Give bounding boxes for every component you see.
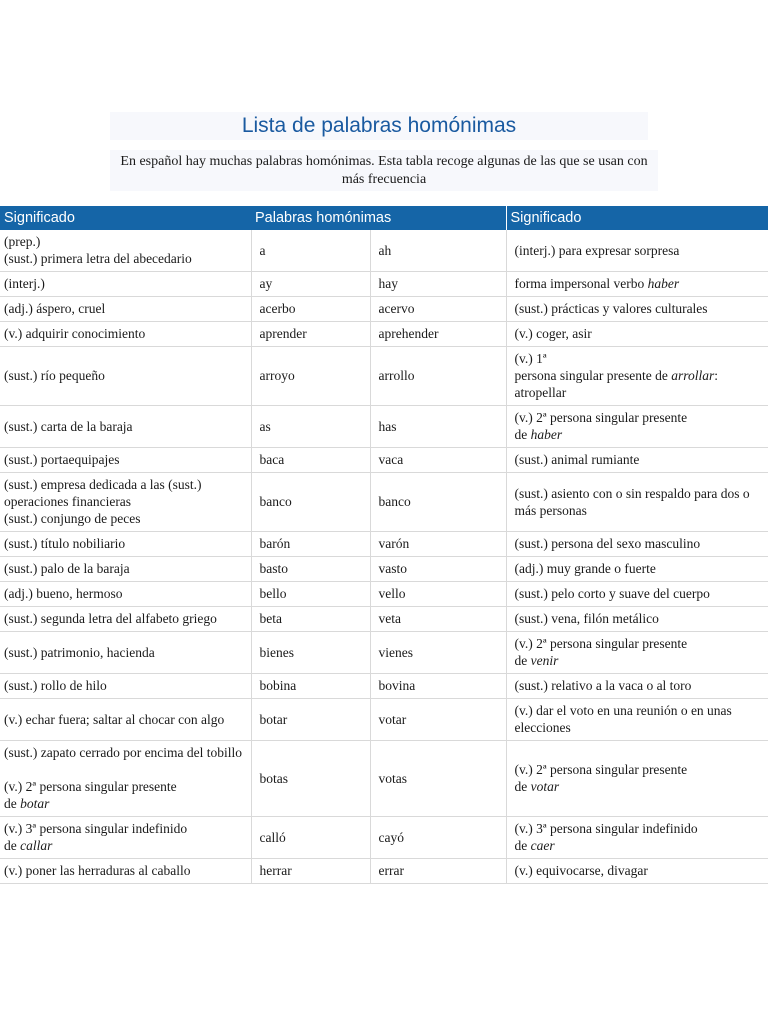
text-segment: persona singular presente de: [514, 368, 672, 383]
table-row: [0, 859, 768, 884]
table-row: [0, 817, 768, 859]
homonym-word-2: varón: [370, 532, 506, 557]
text-segment: de: [514, 427, 531, 442]
homonym-word-1: barón: [251, 532, 370, 557]
meaning-line: (sust.) portaequipajes: [4, 452, 120, 467]
homonym-word-2: banco: [370, 473, 506, 532]
meaning-line: [515, 635, 764, 652]
text-segment: (sust.) vena, filón metálico: [514, 611, 659, 626]
meaning-line: [515, 367, 764, 401]
homonym-word-1: as: [251, 406, 370, 448]
meaning-line: [515, 242, 764, 259]
meaning-right-cell: [506, 297, 768, 322]
meaning-right-cell: [506, 448, 768, 473]
text-segment: (sust.) relativo a la vaca o al toro: [514, 678, 692, 693]
meaning-left-cell: [0, 674, 251, 699]
meaning-line: (sust.) segunda letra del alfabeto griego: [4, 611, 217, 626]
text-segment: (adj.) muy grande o fuerte: [514, 561, 656, 576]
homonym-word-2: ah: [370, 230, 506, 272]
homonym-word-1: arroyo: [251, 347, 370, 406]
homonym-word-1: botar: [251, 699, 370, 741]
homonym-word-1: a: [251, 230, 370, 272]
meaning-line: (sust.) patrimonio, hacienda: [4, 644, 155, 660]
meaning-line: [515, 409, 764, 426]
homonym-word-1: calló: [251, 817, 370, 859]
page-title: Lista de palabras homónimas: [241, 114, 517, 137]
meaning-line: (sust.) zapato cerrado por encima del tobillo: [4, 745, 243, 760]
meaning-line: [515, 761, 764, 778]
meaning-line: (prep.): [4, 234, 41, 249]
homonym-word-1: acerbo: [251, 297, 370, 322]
italic-word: votar: [530, 779, 560, 794]
homonym-word-1: botas: [251, 741, 370, 817]
meaning-left-cell: [0, 322, 251, 347]
meaning-line: (sust.) conjungo de peces: [4, 511, 141, 526]
meaning-right-cell: [506, 607, 768, 632]
meaning-line: (v.) 3ª persona singular indefinido: [4, 821, 188, 836]
text-segment: (v.) coger, asir: [514, 326, 592, 341]
italic-word: callar: [20, 838, 53, 853]
meaning-line: (v.) adquirir conocimiento: [4, 326, 146, 341]
table-row: [0, 699, 768, 741]
meaning-line: (sust.) carta de la baraja: [4, 418, 133, 434]
meaning-left-cell: [0, 817, 251, 859]
meaning-line: (sust.) palo de la baraja: [4, 561, 130, 576]
column-header-meaning-right: Significado: [506, 206, 768, 230]
meaning-line: (sust.) primera letra del abecedario: [4, 251, 192, 266]
meaning-line: [515, 485, 764, 519]
table-row: [0, 272, 768, 297]
table-row: [0, 347, 768, 406]
meaning-right-cell: [506, 632, 768, 674]
meaning-left-cell: [0, 607, 251, 632]
table-row: [0, 607, 768, 632]
homonym-word-2: vaca: [370, 448, 506, 473]
text-segment: (sust.) pelo corto y suave del cuerpo: [514, 586, 710, 601]
text-segment: (sust.) animal rumiante: [514, 452, 640, 467]
meaning-left-cell: [0, 557, 251, 582]
meaning-right-cell: [506, 582, 768, 607]
meaning-line: (adj.) bueno, hermoso: [4, 586, 123, 601]
meaning-left-cell: [0, 699, 251, 741]
homonym-word-2: arrollo: [370, 347, 506, 406]
text-segment: de: [514, 779, 531, 794]
meaning-line: [515, 585, 764, 602]
homonym-word-1: aprender: [251, 322, 370, 347]
italic-word: haber: [647, 276, 680, 291]
italic-word: arrollar: [671, 368, 715, 383]
homonym-word-2: bovina: [370, 674, 506, 699]
meaning-left-cell: [0, 448, 251, 473]
homonym-word-1: baca: [251, 448, 370, 473]
text-segment: de: [514, 653, 531, 668]
homonym-word-2: veta: [370, 607, 506, 632]
text-segment: forma impersonal verbo: [514, 276, 648, 291]
meaning-line: [515, 837, 764, 854]
homonym-word-2: vello: [370, 582, 506, 607]
table-row: [0, 448, 768, 473]
meaning-left-cell: [0, 406, 251, 448]
table-row: [0, 674, 768, 699]
homonym-word-1: bello: [251, 582, 370, 607]
homonym-word-1: ay: [251, 272, 370, 297]
text-segment: (v.) 1ª: [514, 351, 547, 366]
table-row: [0, 557, 768, 582]
table-row: [0, 322, 768, 347]
table-row: [0, 473, 768, 532]
meaning-line: [515, 820, 764, 837]
text-segment: (v.) equivocarse, divagar: [514, 863, 648, 878]
homonym-word-2: hay: [370, 272, 506, 297]
homonym-word-1: basto: [251, 557, 370, 582]
table-row: [0, 297, 768, 322]
meaning-line: (sust.) rollo de hilo: [4, 678, 107, 693]
meaning-line: [515, 426, 764, 443]
meaning-left-cell: [0, 297, 251, 322]
italic-word: botar: [20, 796, 50, 811]
meaning-left-cell: [0, 582, 251, 607]
intro-text: En español hay muchas palabras homónimas. Esta tabla recoge algunas de las que se usan con más frecuencia: [110, 150, 658, 191]
italic-word: haber: [530, 427, 563, 442]
table-row: [0, 230, 768, 272]
homonym-word-1: beta: [251, 607, 370, 632]
meaning-line: (sust.) empresa dedicada a las (sust.) operaciones financieras: [4, 477, 202, 509]
text-segment: (interj.) para expresar sorpresa: [514, 242, 680, 258]
meaning-right-cell: [506, 741, 768, 817]
meaning-line: [515, 300, 764, 317]
table-header-row: [0, 206, 768, 230]
meaning-right-cell: [506, 230, 768, 272]
meaning-right-cell: [506, 322, 768, 347]
meaning-line: [515, 560, 764, 577]
homonym-word-2: aprehender: [370, 322, 506, 347]
meaning-left-cell: [0, 230, 251, 272]
homonym-word-2: has: [370, 406, 506, 448]
text-segment: (sust.) prácticas y valores culturales: [514, 301, 708, 316]
table-row: [0, 532, 768, 557]
homonym-word-2: acervo: [370, 297, 506, 322]
italic-word: venir: [530, 653, 559, 668]
homonym-word-1: bobina: [251, 674, 370, 699]
table-row: [0, 406, 768, 448]
meaning-right-cell: [506, 473, 768, 532]
text-segment: : atropellar: [514, 368, 718, 400]
homonym-word-1: herrar: [251, 859, 370, 884]
text-segment: (v.) 2ª persona singular presente: [514, 636, 688, 651]
column-header-homonyms: Palabras homónimas: [251, 206, 506, 230]
meaning-line: (interj.): [4, 276, 45, 291]
meaning-left-cell: [0, 632, 251, 674]
meaning-right-cell: [506, 272, 768, 297]
text-segment: (sust.) asiento con o sin respaldo para dos o más personas: [514, 485, 750, 518]
line-gap: [4, 761, 246, 778]
title-banner: [110, 112, 648, 140]
meaning-line: [515, 275, 764, 292]
meaning-line: (adj.) áspero, cruel: [4, 301, 106, 316]
meaning-left-cell: [0, 347, 251, 406]
homonyms-table: [0, 206, 768, 884]
meaning-right-cell: [506, 347, 768, 406]
meaning-line: (v.) echar fuera; saltar al chocar con algo: [4, 711, 225, 727]
meaning-line: [515, 610, 764, 627]
meaning-line: [515, 451, 764, 468]
table-row: [0, 632, 768, 674]
text-segment: (v.) 2ª persona singular presente: [514, 762, 688, 777]
meaning-line: [515, 677, 764, 694]
homonym-word-2: vasto: [370, 557, 506, 582]
meaning-left-cell: [0, 473, 251, 532]
meaning-line: [515, 778, 764, 795]
meaning-left-cell: [0, 532, 251, 557]
meaning-right-cell: [506, 817, 768, 859]
meaning-line: [515, 350, 764, 367]
homonym-word-2: errar: [370, 859, 506, 884]
meaning-line: [515, 535, 764, 552]
homonym-word-2: cayó: [370, 817, 506, 859]
meaning-left-cell: [0, 272, 251, 297]
meaning-line: [515, 862, 764, 879]
meaning-line: (v.) poner las herraduras al caballo: [4, 863, 191, 878]
text-segment: (v.) dar el voto en una reunión o en unas elecciones: [514, 703, 732, 735]
meaning-right-cell: [506, 859, 768, 884]
meaning-line: [515, 702, 764, 736]
italic-word: caer: [530, 838, 555, 853]
homonym-word-2: vienes: [370, 632, 506, 674]
text-segment: (sust.) persona del sexo masculino: [514, 536, 701, 551]
meaning-line: (v.) 2ª persona singular presente: [4, 779, 177, 794]
homonym-word-2: votas: [370, 741, 506, 817]
column-header-meaning-left: Significado: [0, 206, 251, 230]
text-segment: de: [514, 838, 531, 853]
meaning-right-cell: [506, 406, 768, 448]
meaning-right-cell: [506, 557, 768, 582]
table-row: [0, 582, 768, 607]
meaning-line: [515, 325, 764, 342]
homonym-word-1: bienes: [251, 632, 370, 674]
meaning-line: [515, 652, 764, 669]
meaning-left-cell: [0, 859, 251, 884]
meaning-left-cell: [0, 741, 251, 817]
meaning-right-cell: [506, 532, 768, 557]
table-row: [0, 741, 768, 817]
meaning-right-cell: [506, 699, 768, 741]
meaning-line: de botar: [4, 796, 50, 811]
meaning-right-cell: [506, 674, 768, 699]
homonym-word-2: votar: [370, 699, 506, 741]
text-segment: (v.) 2ª persona singular presente: [514, 410, 688, 425]
meaning-line: (sust.) título nobiliario: [4, 536, 126, 551]
homonym-word-1: banco: [251, 473, 370, 532]
meaning-line: de callar: [4, 838, 53, 853]
text-segment: (v.) 3ª persona singular indefinido: [514, 821, 698, 836]
meaning-line: (sust.) río pequeño: [4, 368, 105, 383]
